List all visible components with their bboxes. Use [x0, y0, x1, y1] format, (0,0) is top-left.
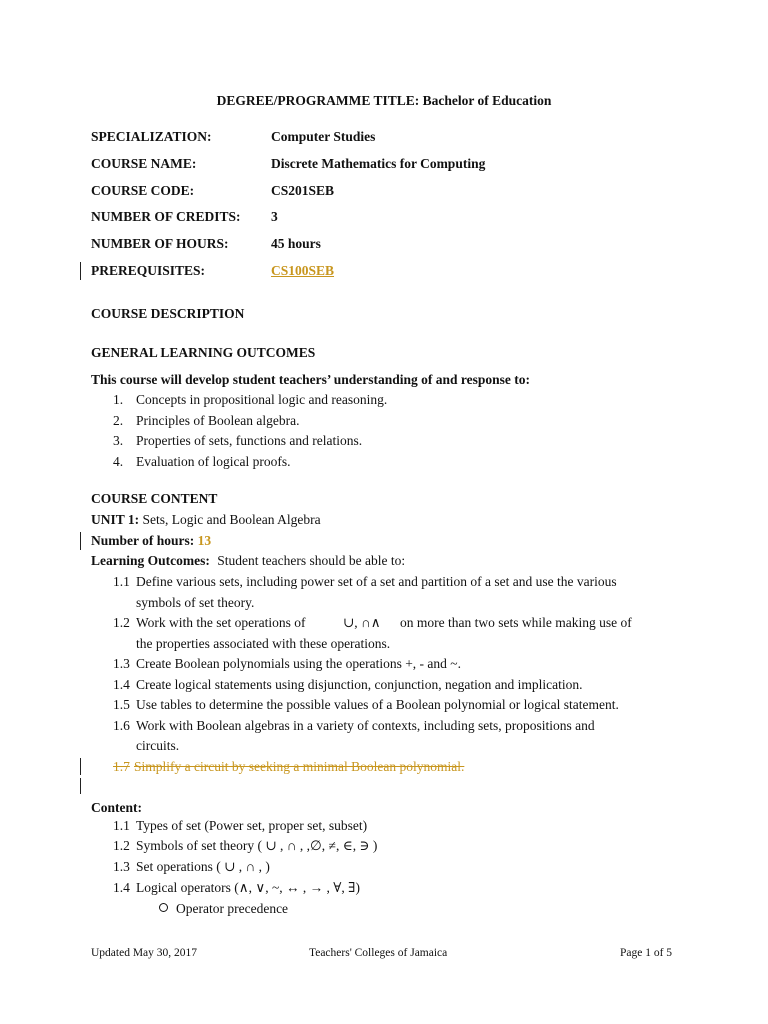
lo-text: Work with the set operations of: [136, 615, 306, 630]
lo-text: Use tables to determine the possible values of a Boolean polynomial or logical statement.: [136, 697, 619, 712]
develop-intro: This course will develop student teachers’ understanding of and response to:: [91, 372, 531, 387]
credits-value: 3: [271, 209, 278, 224]
content-number: 1.1: [113, 818, 130, 833]
outcome-number: 1.: [113, 392, 124, 407]
lo-text: Create Boolean polynomials using the operations +, - and ~.: [136, 656, 461, 671]
lo-text: Define various sets, including power set of a set and partition of a set and use the various: [136, 574, 617, 589]
lo-number: 1.2: [113, 615, 130, 630]
content-number: 1.2: [113, 838, 130, 853]
unit-title: Sets, Logic and Boolean Algebra: [142, 512, 321, 527]
content-number: 1.3: [113, 859, 130, 874]
change-bar: [80, 262, 81, 280]
course-content-heading: COURSE CONTENT: [91, 491, 218, 506]
lo-text: Create logical statements using disjunction, conjunction, negation and implication.: [136, 677, 583, 692]
sub-bullet-item: [159, 901, 288, 917]
degree-value: Bachelor of Education: [422, 93, 552, 108]
change-bar: [80, 758, 81, 775]
outcome-number: 4.: [113, 454, 124, 469]
unit-hours: [91, 533, 211, 549]
change-bar: [80, 778, 81, 794]
learning-outcomes-label: Learning Outcomes:: [91, 553, 210, 568]
outcome-number: 3.: [113, 433, 124, 448]
prerequisites-label: PREREQUISITES:: [91, 263, 206, 278]
lo-number-deleted: 1.7: [113, 759, 130, 774]
course-name-value: Discrete Mathematics for Computing: [271, 156, 486, 171]
outcome-text: Concepts in propositional logic and reasoning.: [136, 392, 388, 407]
learning-outcomes-line: [91, 553, 405, 569]
specialization-value: Computer Studies: [271, 129, 376, 144]
specialization-label: SPECIALIZATION:: [91, 129, 212, 144]
hours-label: NUMBER OF HOURS:: [91, 236, 229, 251]
degree-label: DEGREE/PROGRAMME TITLE:: [216, 93, 420, 108]
unit-heading: [91, 512, 321, 528]
content-text: Logical operators (∧, ∨, ~, ↔ , → , ∀, ∃): [136, 880, 360, 895]
outcome-text: Evaluation of logical proofs.: [136, 454, 291, 469]
content-text: Types of set (Power set, proper set, subset): [136, 818, 368, 833]
lo-text: on more than two sets while making use of: [400, 615, 632, 630]
footer-page-number: Page 1 of 5: [620, 947, 673, 959]
lo-number: 1.3: [113, 656, 130, 671]
content-text: Symbols of set theory ( ∪ , ∩ , ,∅, ≠, ∈, ∋ ): [136, 838, 378, 853]
lo-text-continued: the properties associated with these operations.: [136, 636, 391, 651]
lo-number: 1.6: [113, 718, 130, 733]
change-bar: [80, 532, 81, 550]
footer-college: Teachers' Colleges of Jamaica: [309, 947, 448, 959]
hours-value: 45 hours: [271, 236, 321, 251]
outcome-number: 2.: [113, 413, 124, 428]
lo-text: Work with Boolean algebras in a variety of contexts, including sets, propositions and: [136, 718, 595, 733]
learning-outcomes-intro: Student teachers should be able to:: [217, 553, 406, 568]
footer-updated: Updated May 30, 2017: [91, 947, 198, 959]
lo-number: 1.4: [113, 677, 130, 692]
hours-label: Number of hours:: [91, 533, 195, 548]
lo-text-continued: circuits.: [136, 738, 180, 753]
content-heading: Content:: [91, 800, 142, 815]
lo-text-deleted: Simplify a circuit by seeking a minimal Boolean polynomial.: [134, 759, 465, 774]
hours-value: 13: [197, 533, 212, 548]
course-code-value: CS201SEB: [271, 183, 335, 198]
general-outcomes-heading: GENERAL LEARNING OUTCOMES: [91, 345, 316, 360]
lo-number: 1.1: [113, 574, 130, 589]
unit-label: UNIT 1:: [91, 512, 140, 527]
credits-label: NUMBER OF CREDITS:: [91, 209, 241, 224]
course-name-label: COURSE NAME:: [91, 156, 197, 171]
content-number: 1.4: [113, 880, 130, 895]
content-text: Set operations ( ∪ , ∩ , ): [136, 859, 270, 874]
course-code-label: COURSE CODE:: [91, 183, 195, 198]
sub-bullet-text: Operator precedence: [176, 901, 289, 916]
lo-text-continued: symbols of set theory.: [136, 595, 255, 610]
outcome-text: Properties of sets, functions and relations.: [136, 433, 363, 448]
hollow-bullet-icon: [159, 903, 168, 912]
course-description-heading: COURSE DESCRIPTION: [91, 306, 245, 321]
degree-title: [0, 93, 768, 109]
lo-number: 1.5: [113, 697, 130, 712]
outcome-text: Principles of Boolean algebra.: [136, 413, 300, 428]
set-operation-symbols: ∪, ∩∧: [343, 615, 381, 630]
prerequisites-link[interactable]: CS100SEB: [271, 263, 335, 278]
